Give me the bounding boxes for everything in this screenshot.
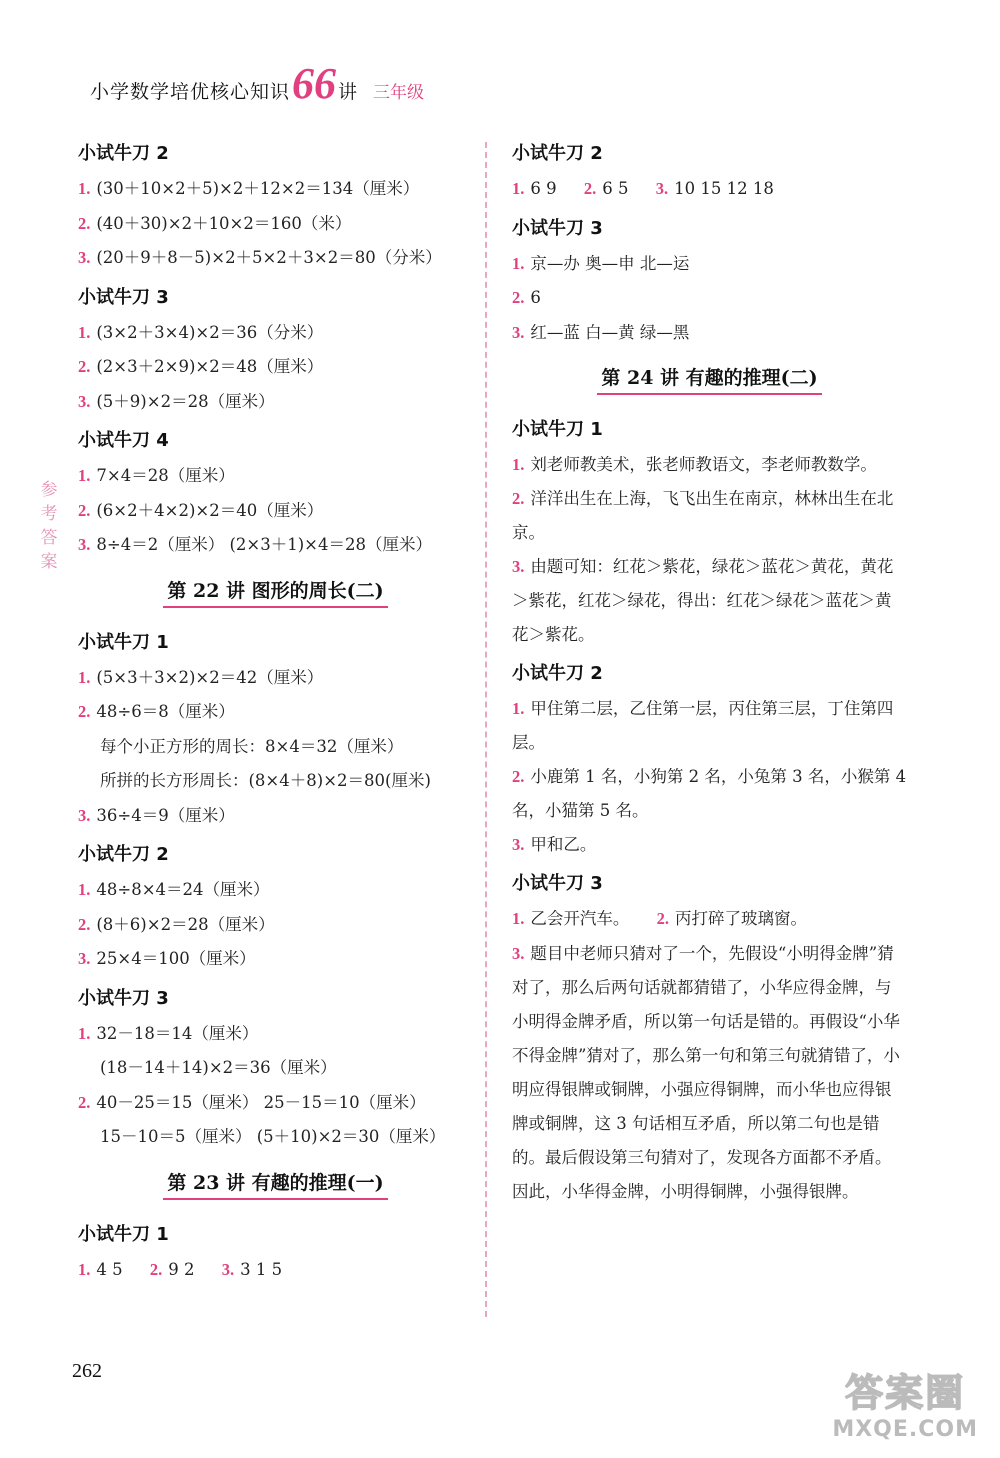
section-heading: 小试牛刀 2 [78,143,169,164]
header-grade: 三年级 [373,83,425,103]
sidebar-label [38,478,60,574]
answer-subline: 所拼的长方形周长：(8×4＋8)×2＝80(厘米) [100,771,431,790]
lecture-title: 第 23 讲 有趣的推理(一) [78,1155,473,1213]
section-heading: 小试牛刀 2 [512,663,603,684]
section-heading: 小试牛刀 4 [78,430,169,451]
answer-paragraph: 3. 由题可知：红花＞紫花，绿花＞蓝花＞黄花，黄花＞紫花，红花＞绿花，得出：红花＞绿花＞蓝花＞黄花＞紫花。 [512,557,894,644]
lecture-title: 第 22 讲 图形的周长(二) [78,563,473,621]
book-header [90,59,425,108]
answer-item: 1. 4 5 2. 9 2 3. 3 1 5 [78,1259,283,1279]
answer-item: 1. 乙会开汽车。 2. 丙打碎了玻璃窗。 [512,909,807,928]
answer-item: 1. 京—办 奥—申 北—运 [512,253,690,273]
right-column [512,132,907,1209]
section-heading: 小试牛刀 2 [78,844,169,865]
watermark-top: 答案圈 [845,1371,966,1415]
section-heading: 小试牛刀 3 [512,217,603,239]
answer-item: 3. 红—蓝 白—黄 绿—黑 [512,322,690,342]
answer-item: 3. 25×4＝100（厘米） [78,949,256,968]
page-number: 262 [72,1360,102,1382]
answer-paragraph: 3. 题目中老师只猜对了一个，先假设“小明得金牌”猜对了，那么后两句话就都猜错了，小华应得金牌，与小明得金牌矛盾，所以第一句话是错的。再假设“小华不得金牌”猜对了，那么第一句和第三句就猜错了，小明应得银牌或铜牌，小强应得铜牌，而小华也应得银牌或铜牌，这 3 句话相互矛盾，所以第二句也是错的。最后假设第三句猜对了，发现各方面都不矛盾。因此，小华得金牌，小明得铜牌，小强得银牌。 [512,943,900,1201]
answer-item: 1. 48÷8×4＝24（厘米） [78,880,270,899]
sidebar-char: 参 [40,480,58,500]
section-heading: 小试牛刀 2 [512,143,603,164]
section-heading: 小试牛刀 1 [512,419,603,440]
answer-item: 1. (5×3＋3×2)×2＝42（厘米） [78,667,324,687]
section-heading: 小试牛刀 3 [512,873,603,894]
answer-subline: (18－14＋14)×2＝36（厘米） [100,1058,337,1077]
answer-item: 2. 48÷6＝8（厘米） [78,702,235,721]
answer-item: 2. (8＋6)×2＝28（厘米） [78,914,275,934]
answer-paragraph: 1. 刘老师教美术，张老师教语文，李老师教数学。 [512,455,877,474]
answer-paragraph: 2. 小鹿第 1 名，小狗第 2 名，小兔第 3 名，小猴第 4 名，小猫第 5 名。 [512,767,907,820]
header-number: 66 [292,59,337,108]
answer-item: 2. (6×2＋4×2)×2＝40（厘米） [78,500,324,520]
answer-item: 1. 6 9 2. 6 5 3. 10 15 12 18 [512,179,774,198]
answer-item: 3. 8÷4＝2（厘米） (2×3＋1)×4＝28（厘米） [78,535,432,554]
answer-item: 2. (2×3＋2×9)×2＝48（厘米） [78,357,324,376]
answer-paragraph: 3. 甲和乙。 [512,835,597,854]
answer-paragraph: 2. 洋洋出生在上海，飞飞出生在南京，林林出生在北京。 [512,489,894,542]
answer-item: 2. 6 [512,288,541,307]
sidebar-char: 答 [40,528,58,548]
sidebar-char: 考 [40,504,58,524]
answer-item: 3. 36÷4＝9（厘米） [78,805,235,825]
left-column [78,132,473,1287]
section-heading: 小试牛刀 3 [78,987,169,1009]
answer-paragraph: 1. 甲住第二层，乙住第一层，丙住第三层，丁住第四层。 [512,699,894,752]
answer-subline: 15－10＝5（厘米） (5＋10)×2＝30（厘米） [100,1127,446,1146]
answer-item: 3. (5＋9)×2＝28（厘米） [78,391,275,411]
section-heading: 小试牛刀 3 [78,286,169,308]
answer-item: 2. 40－25＝15（厘米） 25－15＝10（厘米） [78,1092,426,1112]
answer-item: 1. 7×4＝28（厘米） [78,466,235,485]
header-title-suffix: 讲 [338,81,358,103]
sidebar-char: 案 [40,552,58,572]
answer-item: 1. (3×2＋3×4)×2＝36（分米） [78,322,324,342]
section-heading: 小试牛刀 1 [78,1223,169,1245]
header-title: 小学数学培优核心知识 [90,81,291,103]
answer-item: 1. (30＋10×2＋5)×2＋12×2＝134（厘米） [78,179,420,198]
watermark-logo [832,1362,978,1442]
answer-item: 2. (40＋30)×2＋10×2＝160（米） [78,213,352,233]
watermark-url: MXQE.COM [832,1417,978,1442]
answer-subline: 每个小正方形的周长：8×4＝32（厘米） [100,736,404,756]
lecture-title: 第 24 讲 有趣的推理(二) [512,350,907,408]
column-separator [485,142,487,1317]
answer-item: 3. (20＋9＋8－5)×2＋5×2＋3×2＝80（分米） [78,248,442,267]
answer-item: 1. 32－18＝14（厘米） [78,1023,259,1043]
section-heading: 小试牛刀 1 [78,631,169,653]
